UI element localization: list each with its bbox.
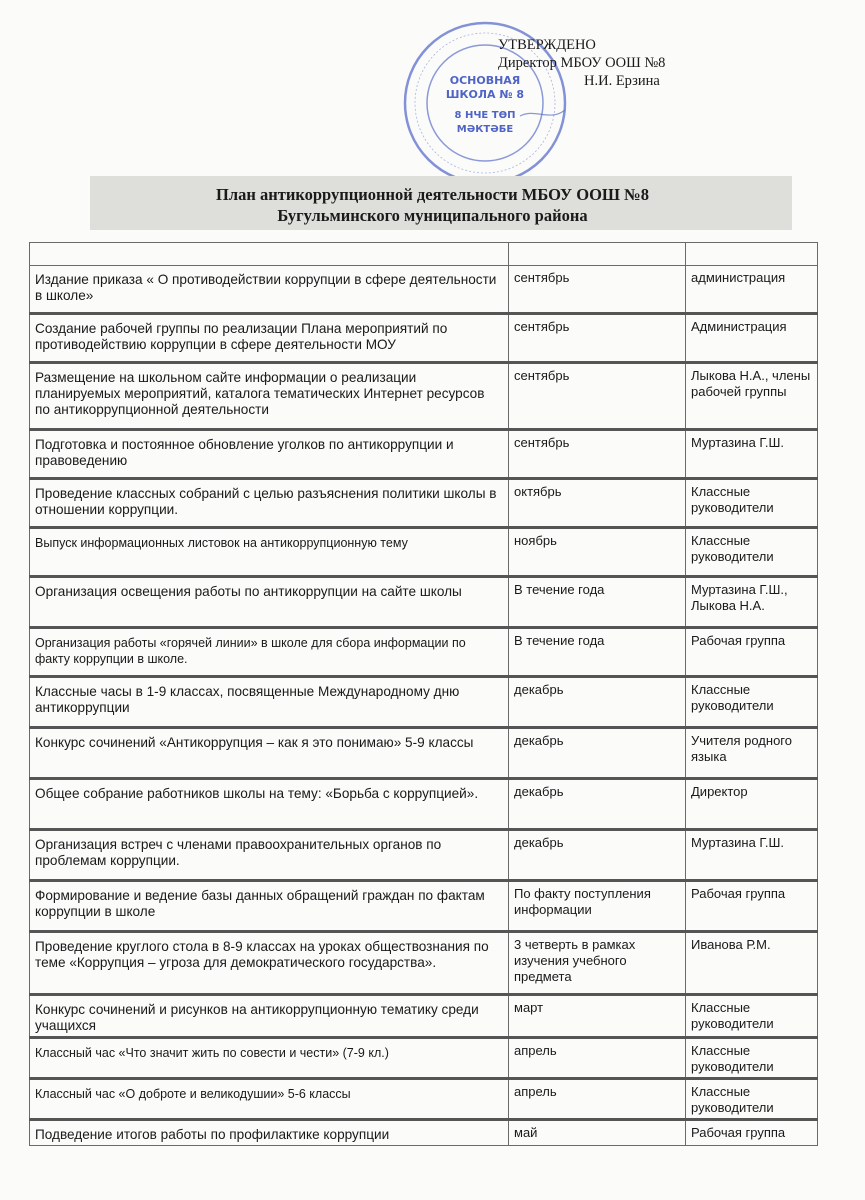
table-row — [30, 881, 818, 932]
event-cell: Проведение классных собраний с целью разъяснения политики школы в отношении коррупции. — [30, 479, 509, 528]
responsible-cell: Муртазина Г.Ш. — [686, 430, 818, 479]
approval-signature-name: Н.И. Ерзина — [584, 73, 660, 89]
table-row — [30, 932, 818, 995]
header-cell — [686, 243, 818, 266]
title-line-2: Бугульминского муниципального района — [277, 206, 588, 225]
term-cell: 3 четверть в рамках изучения учебного предмета — [509, 932, 686, 995]
responsible-cell: Классные руководители — [686, 528, 818, 577]
term-cell: декабрь — [509, 728, 686, 779]
responsible-cell: Лыкова Н.А., члены рабочей группы — [686, 363, 818, 430]
responsible-cell: Муртазина Г.Ш. — [686, 830, 818, 881]
table-row — [30, 266, 818, 314]
title-line-1: План антикоррупционной деятельности МБОУ ООШ №8 — [215, 185, 649, 204]
responsible-cell: Рабочая группа — [686, 881, 818, 932]
term-cell: сентябрь — [509, 430, 686, 479]
approval-position: Директор МБОУ ООШ №8 — [498, 55, 666, 71]
responsible-cell: Классные руководители — [686, 995, 818, 1038]
term-cell: ноябрь — [509, 528, 686, 577]
event-cell: Организация встреч с членами правоохранительных органов по проблемам коррупции. — [30, 830, 509, 881]
term-cell: сентябрь — [509, 363, 686, 430]
event-cell: Общее собрание работников школы на тему: «Борьба с коррупцией». — [30, 779, 509, 830]
stamp-line-1: ОСНОВНАЯ — [449, 74, 521, 87]
table-row — [30, 628, 818, 677]
responsible-cell: Рабочая группа — [686, 1120, 818, 1146]
table-row — [30, 1038, 818, 1079]
approval-block — [498, 36, 665, 90]
event-cell: Формирование и ведение базы данных обращений граждан по фактам коррупции в школе — [30, 881, 509, 932]
term-cell: В течение года — [509, 577, 686, 628]
term-cell: май — [509, 1120, 686, 1146]
term-cell: декабрь — [509, 830, 686, 881]
stamp-line-3: 8 НЧЕ ТӨП — [454, 110, 516, 121]
header-cell — [509, 243, 686, 266]
responsible-cell: Классные руководители — [686, 1079, 818, 1120]
event-cell: Подведение итогов работы по профилактике коррупции — [30, 1120, 509, 1146]
table-row — [30, 528, 818, 577]
table-row — [30, 995, 818, 1038]
table-row — [30, 577, 818, 628]
event-cell: Проведение круглого стола в 8-9 классах на уроках обществознания по теме «Коррупция – угроза для демократического государства». — [30, 932, 509, 995]
term-cell: март — [509, 995, 686, 1038]
term-cell: апрель — [509, 1079, 686, 1120]
term-cell: декабрь — [509, 677, 686, 728]
responsible-cell: Директор — [686, 779, 818, 830]
responsible-cell: Классные руководители — [686, 677, 818, 728]
responsible-cell: Рабочая группа — [686, 628, 818, 677]
table-row — [30, 479, 818, 528]
table-row — [30, 677, 818, 728]
term-cell: сентябрь — [509, 266, 686, 314]
event-cell: Классный час «О доброте и великодушии» 5-6 классы — [30, 1079, 509, 1120]
table-row — [30, 430, 818, 479]
table-row — [30, 363, 818, 430]
page-title — [0, 184, 865, 226]
responsible-cell: администрация — [686, 266, 818, 314]
responsible-cell: Классные руководители — [686, 479, 818, 528]
event-cell: Создание рабочей группы по реализации Плана мероприятий по противодействию коррупции в сфере деятельности МОУ — [30, 314, 509, 363]
table-row — [30, 314, 818, 363]
term-cell: В течение года — [509, 628, 686, 677]
event-cell: Организация освещения работы по антикоррупции на сайте школы — [30, 577, 509, 628]
table-row — [30, 1120, 818, 1146]
table-row — [30, 830, 818, 881]
event-cell: Издание приказа « О противодействии коррупции в сфере деятельности в школе» — [30, 266, 509, 314]
event-cell: Классный час «Что значит жить по совести и чести» (7-9 кл.) — [30, 1038, 509, 1079]
event-cell: Классные часы в 1-9 классах, посвященные Международному дню антикоррупции — [30, 677, 509, 728]
responsible-cell: Иванова Р.М. — [686, 932, 818, 995]
stamp-line-4: МӘКТӘБЕ — [456, 124, 514, 135]
table-row — [30, 1079, 818, 1120]
responsible-cell: Учителя родного языка — [686, 728, 818, 779]
event-cell: Организация работы «горячей линии» в школе для сбора информации по факту коррупции в школе. — [30, 628, 509, 677]
event-cell: Выпуск информационных листовок на антикоррупционную тему — [30, 528, 509, 577]
term-cell: сентябрь — [509, 314, 686, 363]
term-cell: декабрь — [509, 779, 686, 830]
term-cell: апрель — [509, 1038, 686, 1079]
table-header-row — [30, 243, 818, 266]
term-cell: октябрь — [509, 479, 686, 528]
event-cell: Конкурс сочинений и рисунков на антикоррупционную тематику среди учащихся — [30, 995, 509, 1038]
responsible-cell: Классные руководители — [686, 1038, 818, 1079]
approval-label: УТВЕРЖДЕНО — [498, 37, 596, 53]
responsible-cell: Администрация — [686, 314, 818, 363]
term-cell: По факту поступления информации — [509, 881, 686, 932]
responsible-cell: Муртазина Г.Ш., Лыкова Н.А. — [686, 577, 818, 628]
plan-table — [29, 242, 818, 1146]
event-cell: Конкурс сочинений «Антикоррупция – как я это понимаю» 5-9 классы — [30, 728, 509, 779]
table-row — [30, 779, 818, 830]
event-cell: Размещение на школьном сайте информации о реализации планируемых мероприятий, каталога тематических Интернет ресурсов по антикоррупционной деятельности — [30, 363, 509, 430]
header-cell — [30, 243, 509, 266]
event-cell: Подготовка и постоянное обновление уголков по антикоррупции и правоведению — [30, 430, 509, 479]
table-row — [30, 728, 818, 779]
stamp-line-2: ШКОЛА № 8 — [445, 88, 525, 101]
